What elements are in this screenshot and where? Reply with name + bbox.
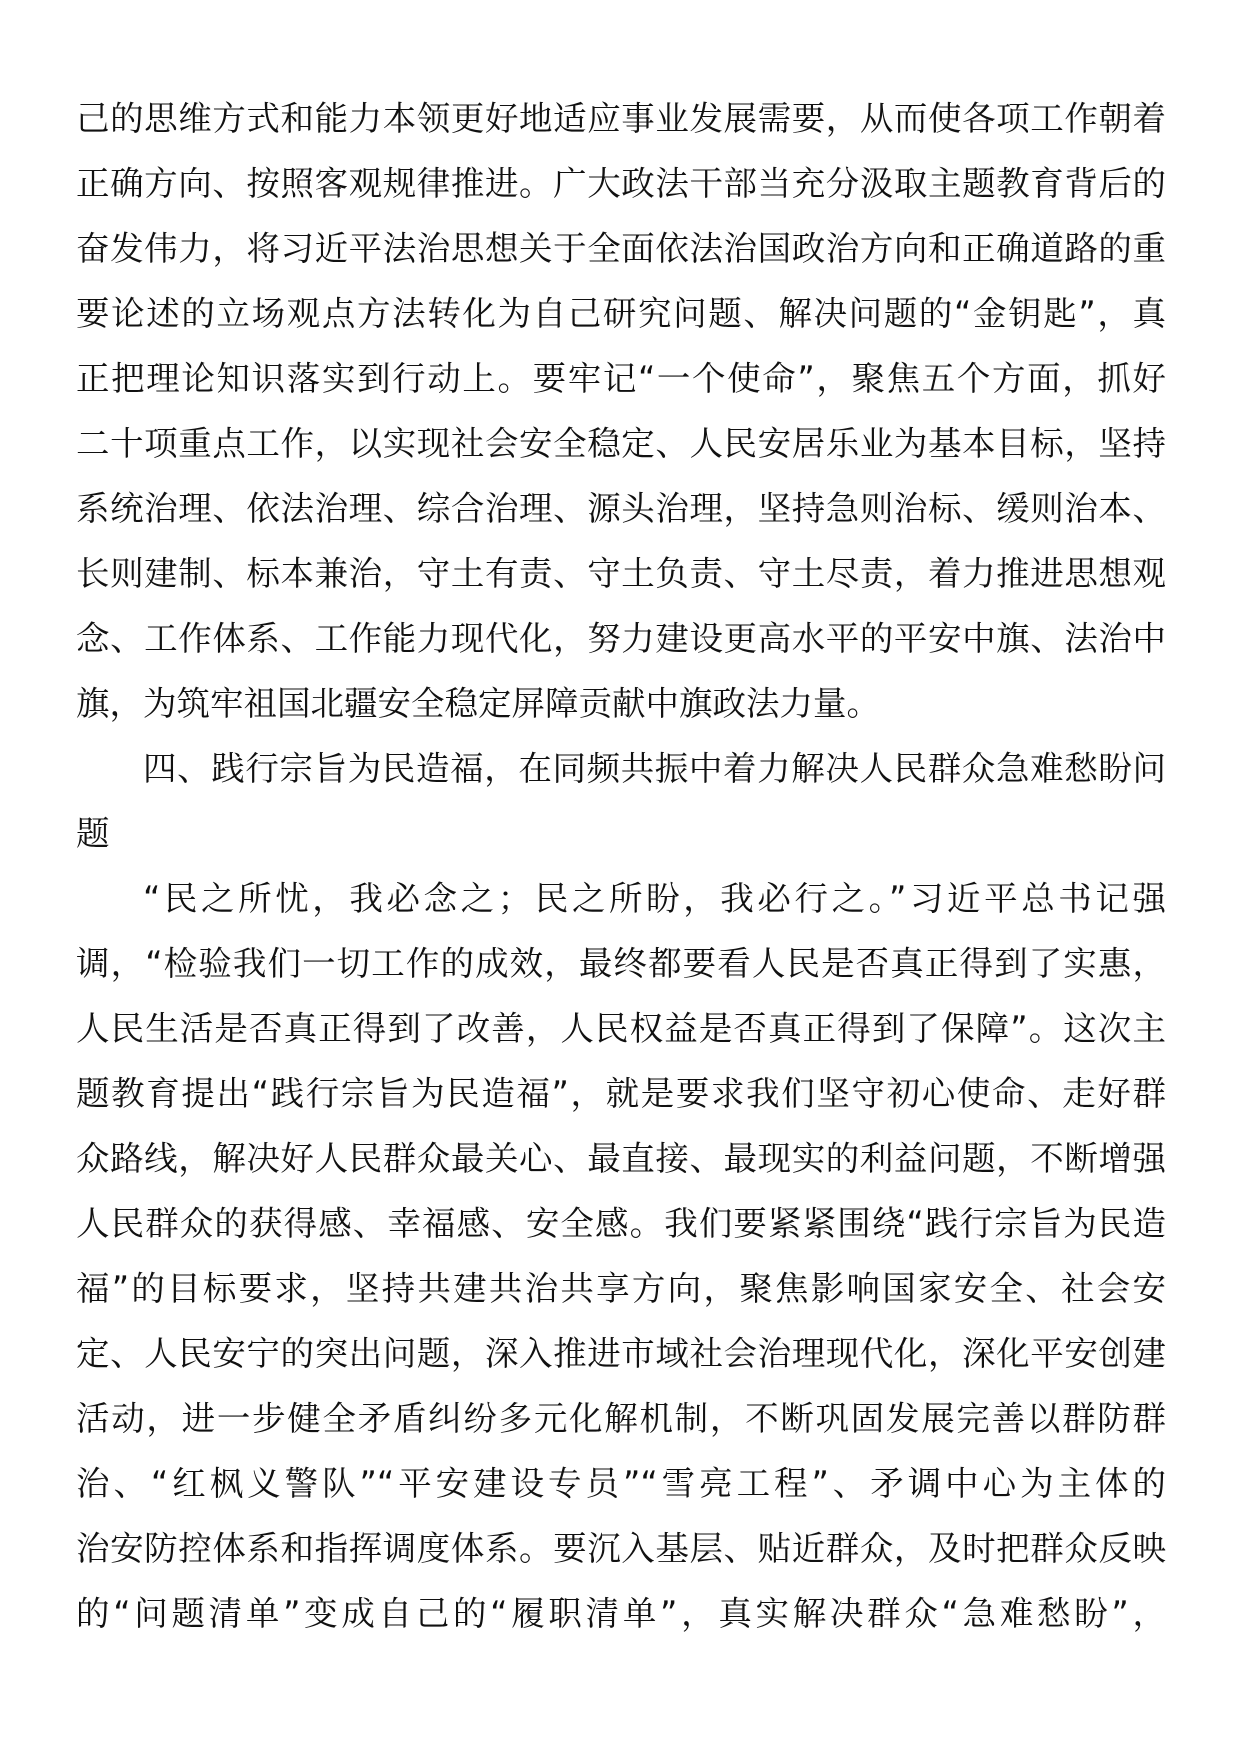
paragraph-line: 治安防控体系和指挥调度体系。要沉入基层、贴近群众，及时把群众反映 <box>76 1529 1166 1568</box>
paragraph-line: 二十项重点工作，以实现社会安全稳定、人民安居乐业为基本目标，坚持 <box>76 424 1166 463</box>
paragraph-line: 人民生活是否真正得到了改善，人民权益是否真正得到了保障”。这次主 <box>76 1009 1166 1048</box>
document-body <box>76 86 1166 1646</box>
paragraph-line: 己的思维方式和能力本领更好地适应事业发展需要，从而使各项工作朝着 <box>76 99 1166 138</box>
paragraph-line: 正确方向、按照客观规律推进。广大政法干部当充分汲取主题教育背后的 <box>76 164 1166 203</box>
paragraph-line: 人民群众的获得感、幸福感、安全感。我们要紧紧围绕“践行宗旨为民造 <box>76 1204 1166 1243</box>
paragraph-line: 众路线，解决好人民群众最关心、最直接、最现实的利益问题，不断增强 <box>76 1139 1166 1178</box>
paragraph-line: 念、工作体系、工作能力现代化，努力建设更高水平的平安中旗、法治中 <box>76 619 1166 658</box>
paragraph-line: 的“问题清单”变成自己的“履职清单”，真实解决群众“急难愁盼”， <box>76 1594 1166 1633</box>
section-heading-line: 四、践行宗旨为民造福，在同频共振中着力解决人民群众急难愁盼问 <box>143 749 1166 788</box>
paragraph-line: 要论述的立场观点方法转化为自己研究问题、解决问题的“金钥匙”，真 <box>76 294 1166 333</box>
paragraph-line: 旗，为筑牢祖国北疆安全稳定屏障贡献中旗政法力量。 <box>76 684 880 723</box>
paragraph-line: 治、“红枫义警队”“平安建设专员”“雪亮工程”、矛调中心为主体的 <box>76 1464 1166 1503</box>
paragraph-line: 福”的目标要求，坚持共建共治共享方向，聚焦影响国家安全、社会安 <box>76 1269 1166 1308</box>
paragraph-line: 题教育提出“践行宗旨为民造福”，就是要求我们坚守初心使命、走好群 <box>76 1074 1166 1113</box>
section-heading-line: 题 <box>76 814 110 853</box>
paragraph-line: “民之所忧，我必念之；民之所盼，我必行之。”习近平总书记强 <box>143 879 1166 918</box>
paragraph-line: 奋发伟力，将习近平法治思想关于全面依法治国政治方向和正确道路的重 <box>76 229 1166 268</box>
paragraph-line: 活动，进一步健全矛盾纠纷多元化解机制，不断巩固发展完善以群防群 <box>76 1399 1166 1438</box>
paragraph-line: 定、人民安宁的突出问题，深入推进市域社会治理现代化，深化平安创建 <box>76 1334 1166 1373</box>
paragraph-line: 系统治理、依法治理、综合治理、源头治理，坚持急则治标、缓则治本、 <box>76 489 1166 528</box>
paragraph-line: 正把理论知识落实到行动上。要牢记“一个使命”，聚焦五个方面，抓好 <box>76 359 1166 398</box>
paragraph-line: 调，“检验我们一切工作的成效，最终都要看人民是否真正得到了实惠， <box>76 944 1166 983</box>
paragraph-line: 长则建制、标本兼治，守土有责、守土负责、守土尽责，着力推进思想观 <box>76 554 1166 593</box>
